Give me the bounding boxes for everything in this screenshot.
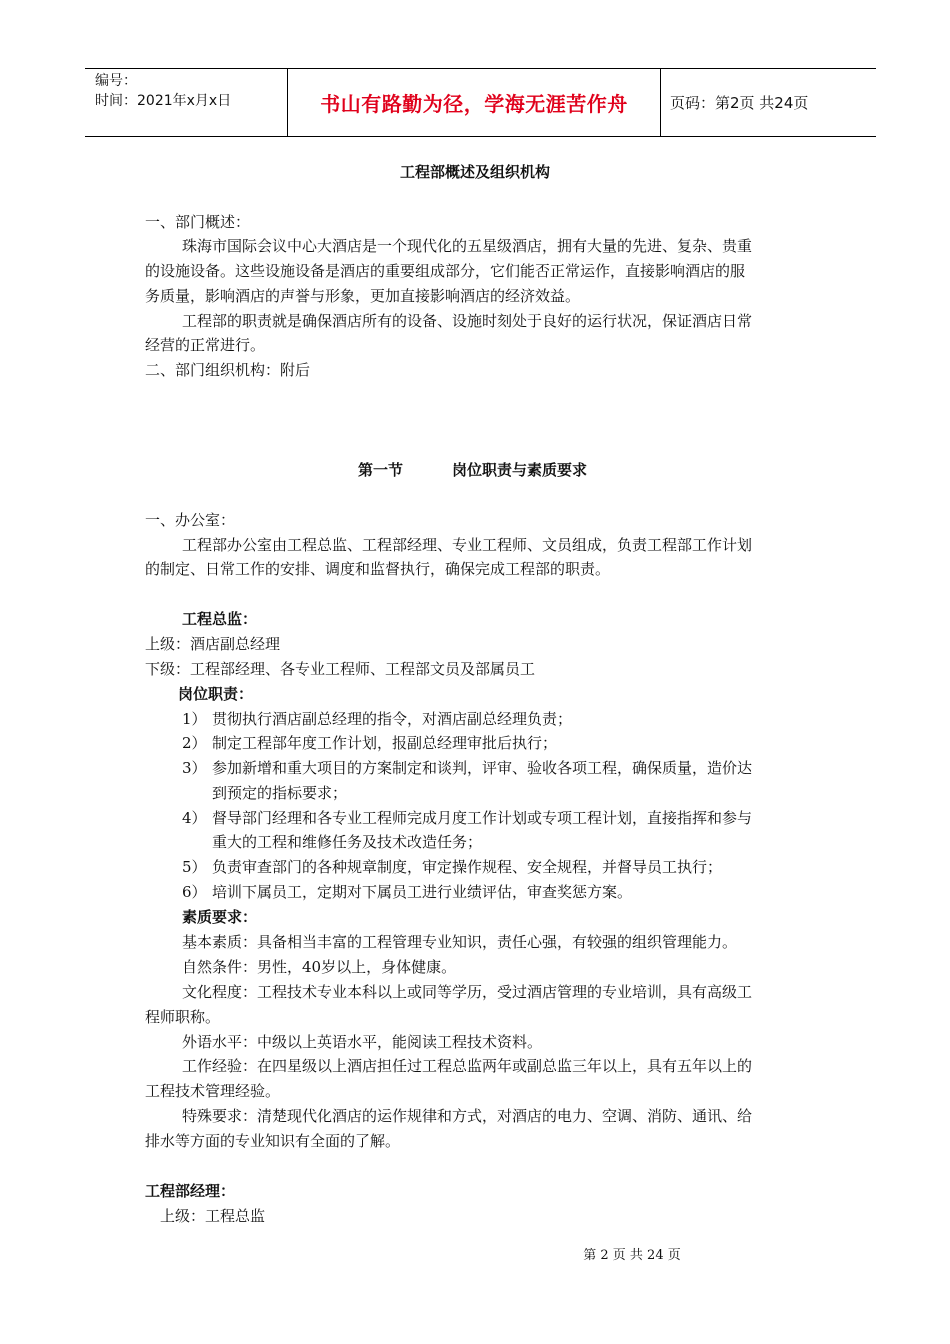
header-motto: 书山有路勤为径，学海无涯苦作舟 (320, 92, 628, 116)
section-title: 岗位职责与素质要求 (452, 461, 588, 479)
office-heading: 一、办公室： (145, 511, 236, 529)
s1-paragraph-1-line-3: 务质量，影响酒店的声誉与形象，更加直接影响酒店的经济效益。 (145, 287, 581, 305)
qual-education-line-1: 文化程度：工程技术专业本科以上或同等学历，受过酒店管理的专业培训，具有高级工 (182, 983, 753, 1001)
duty-number: 3） (182, 759, 207, 777)
duty-number: 1） (182, 710, 207, 728)
header-bottom-rule (85, 136, 876, 137)
manager-title: 工程部经理： (145, 1182, 236, 1200)
duty-text-continued: 重大的工程和维修任务及技术改造任务； (212, 833, 483, 851)
s1-paragraph-1-line-2: 的设施设备。这些设施设备是酒店的重要组成部分，它们能否正常运作，直接影响酒店的服 (145, 262, 746, 280)
doc-title: 工程部概述及组织机构 (399, 163, 550, 181)
s1-paragraph-2-line-2: 经营的正常进行。 (145, 336, 266, 354)
director-superior: 上级：酒店副总经理 (145, 635, 281, 653)
header-divider-2 (660, 68, 661, 136)
duties-heading: 岗位职责： (178, 685, 254, 703)
s1-paragraph-1-line-1: 珠海市国际会议中心大酒店是一个现代化的五星级酒店，拥有大量的先进、复杂、贵重 (182, 237, 753, 255)
qual-special-line-1: 特殊要求：清楚现代化酒店的运作规律和方式，对酒店的电力、空调、消防、通讯、给 (182, 1107, 753, 1125)
quals-heading: 素质要求： (182, 908, 258, 926)
duty-number: 6） (182, 883, 207, 901)
header-meta (95, 71, 231, 111)
header-top-rule (85, 68, 876, 69)
duty-text: 督导部门经理和各专业工程师完成月度工作计划或专项工程计划，直接指挥和参与 (212, 809, 753, 827)
footer-page-number: 第 2 页 共 24 页 (583, 1248, 681, 1263)
director-title: 工程总监： (182, 610, 258, 628)
duty-number: 4） (182, 809, 207, 827)
qual-language: 外语水平：中级以上英语水平，能阅读工程技术资料。 (182, 1033, 543, 1051)
qual-basic: 基本素质：具备相当丰富的工程管理专业知识，责任心强，有较强的组织管理能力。 (182, 933, 738, 951)
duty-text: 贯彻执行酒店副总经理的指令，对酒店副总经理负责； (212, 710, 573, 728)
manager-superior: 上级：工程总监 (160, 1207, 266, 1225)
header-number: 编号： (95, 73, 137, 89)
s2-heading: 二、部门组织机构：附后 (145, 361, 311, 379)
qual-education-line-2: 程师职称。 (145, 1008, 221, 1026)
director-subordinate: 下级：工程部经理、各专业工程师、工程部文员及部属员工 (145, 660, 536, 678)
qual-special-line-2: 排水等方面的专业知识有全面的了解。 (145, 1132, 401, 1150)
s1-heading: 一、部门概述： (145, 213, 251, 231)
header-time: 时间：2021年x月x日 (95, 93, 232, 109)
duty-text: 制定工程部年度工作计划，报副总经理审批后执行； (212, 734, 558, 752)
duty-number: 2） (182, 734, 207, 752)
office-paragraph-line-1: 工程部办公室由工程总监、工程部经理、专业工程师、文员组成，负责工程部工作计划 (182, 536, 753, 554)
qual-experience-line-1: 工作经验：在四星级以上酒店担任过工程总监两年或副总监三年以上，具有五年以上的 (182, 1057, 753, 1075)
duty-text: 负责审查部门的各种规章制度，审定操作规程、安全规程，并督导员工执行； (212, 858, 723, 876)
duty-number: 5） (182, 858, 207, 876)
s1-paragraph-2-line-1: 工程部的职责就是确保酒店所有的设备、设施时刻处于良好的运行状况，保证酒店日常 (182, 312, 753, 330)
header-page-number: 页码：第2页 共24页 (670, 94, 809, 112)
section-label: 第一节 (358, 461, 404, 479)
duty-text-continued: 到预定的指标要求； (212, 784, 348, 802)
office-paragraph-line-2: 的制定、日常工作的安排、调度和监督执行，确保完成工程部的职责。 (145, 560, 611, 578)
qual-natural: 自然条件：男性，40岁以上，身体健康。 (182, 958, 457, 976)
duty-text: 培训下属员工，定期对下属员工进行业绩评估，审查奖惩方案。 (212, 883, 633, 901)
qual-experience-line-2: 工程技术管理经验。 (145, 1082, 281, 1100)
duty-text: 参加新增和重大项目的方案制定和谈判，评审、验收各项工程，确保质量，造价达 (212, 759, 753, 777)
